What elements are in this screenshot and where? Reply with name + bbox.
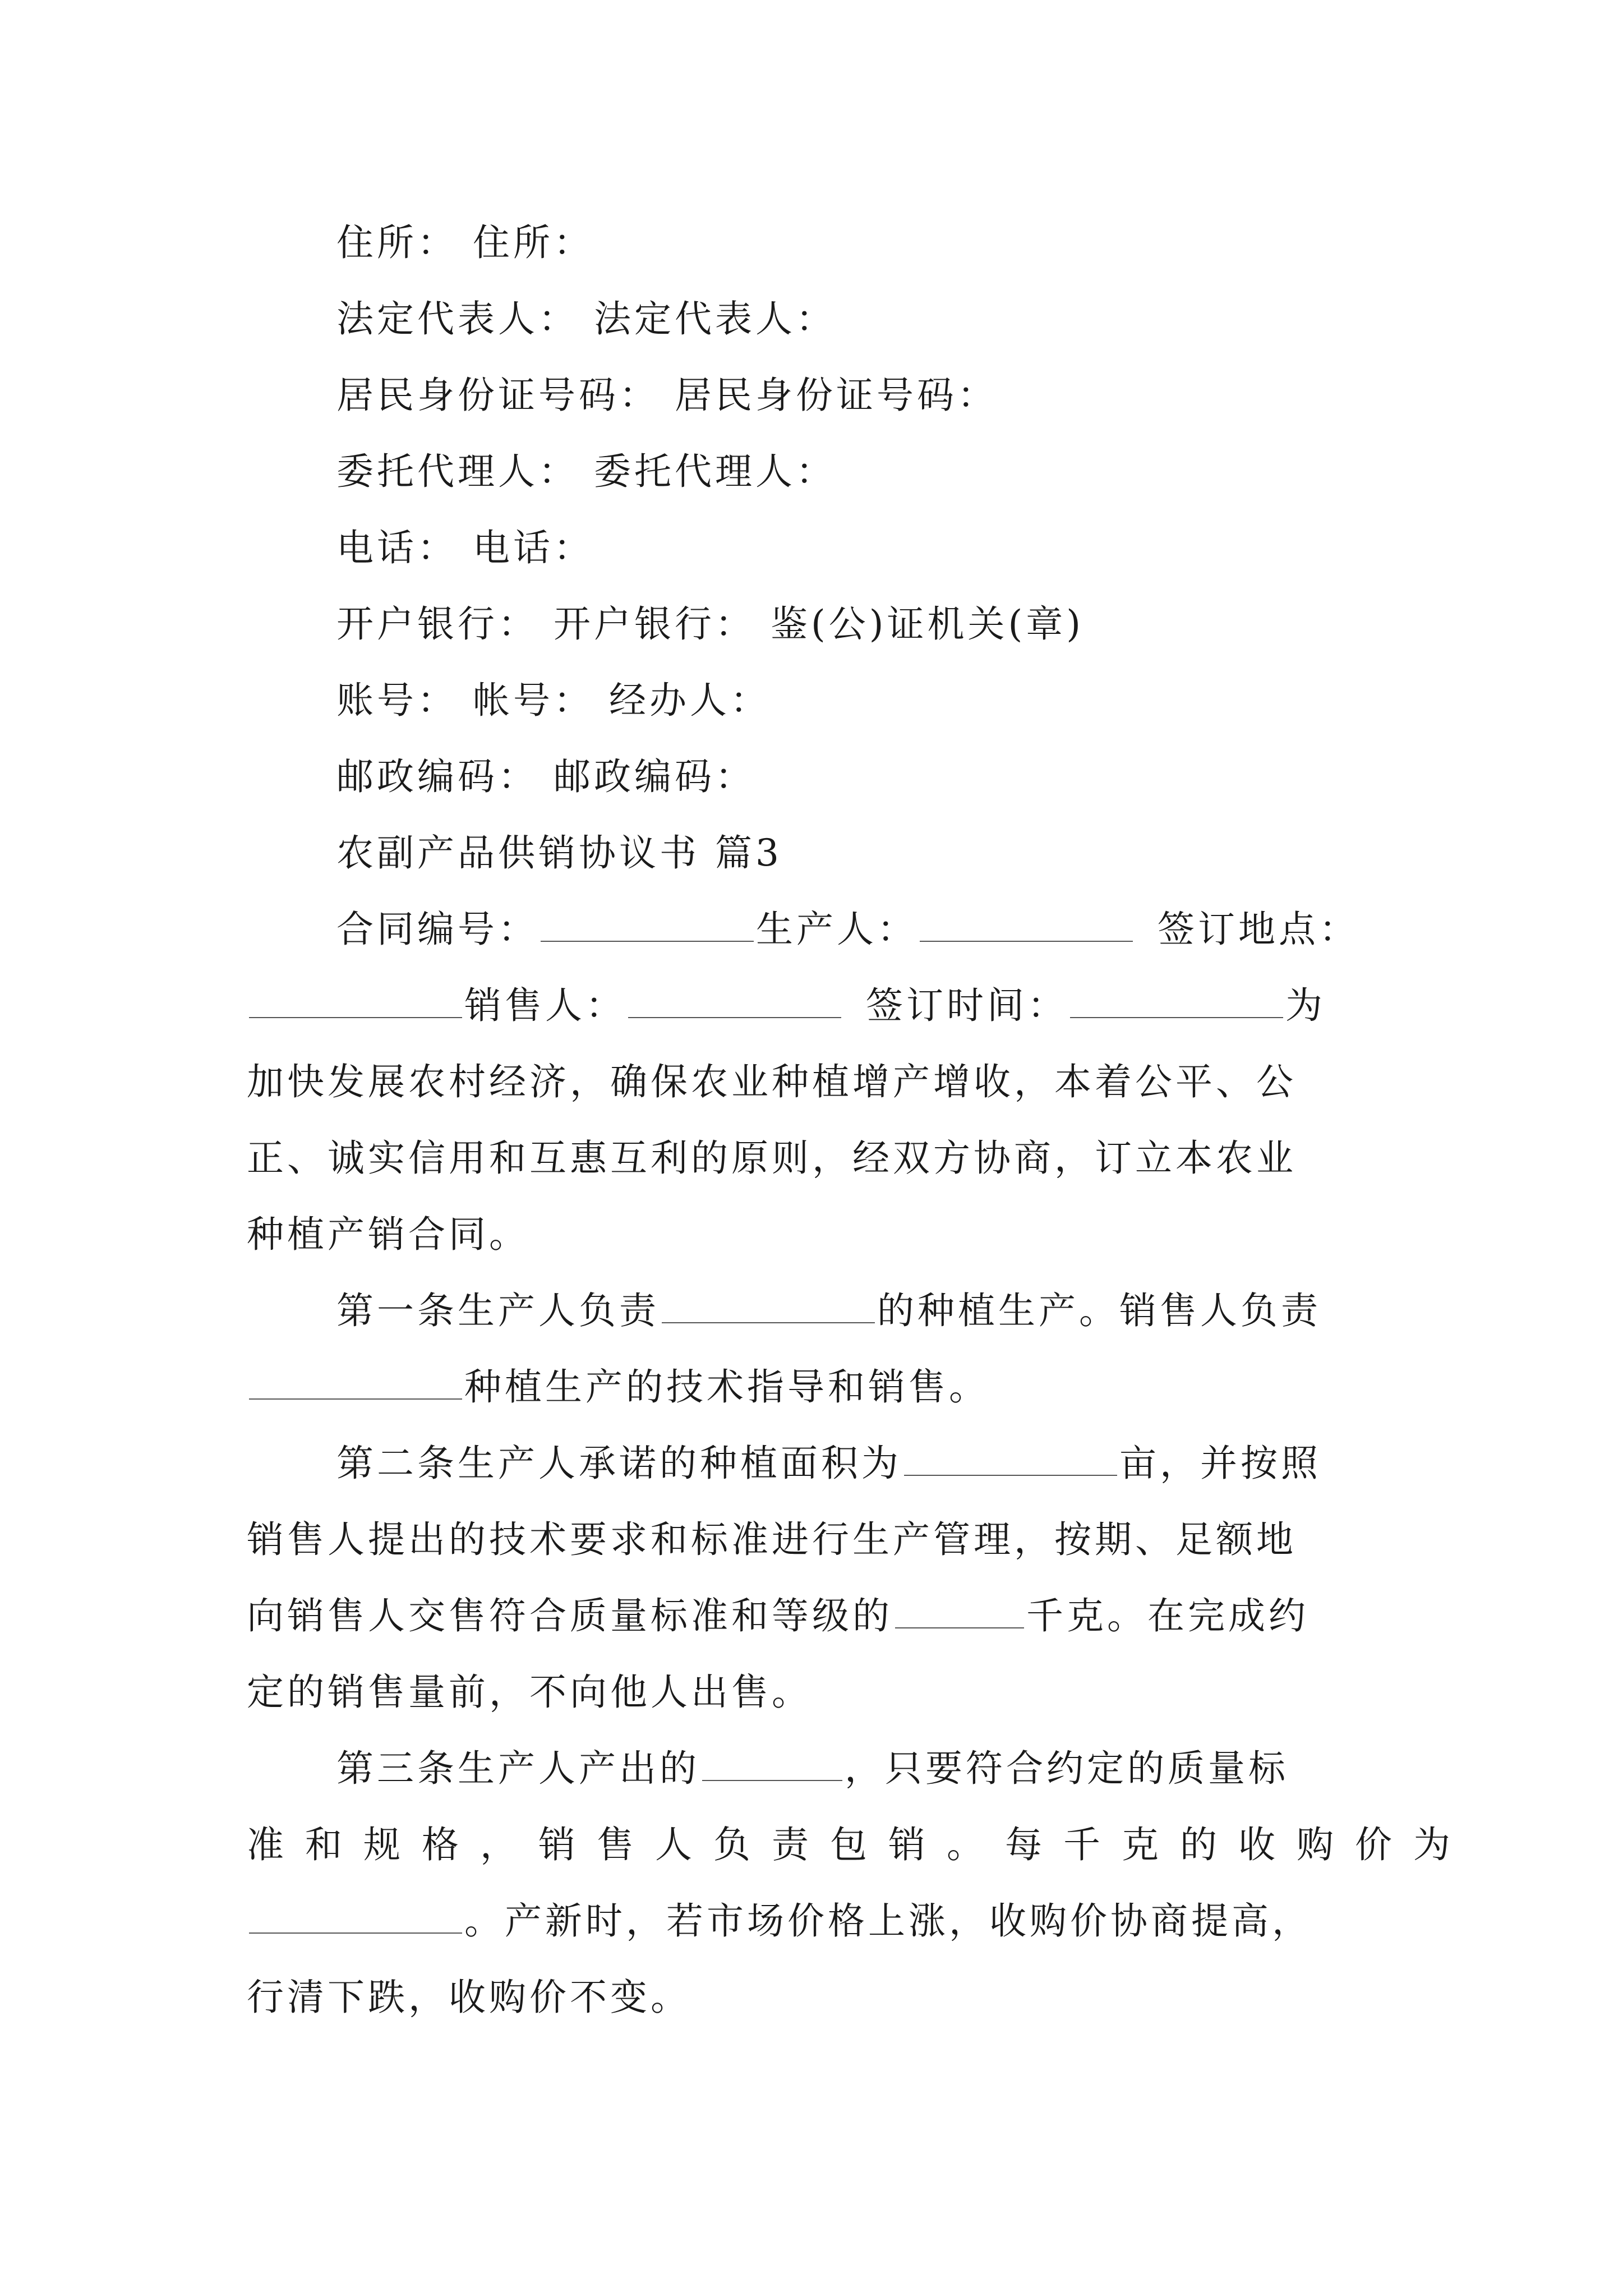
product-blank: [702, 1745, 842, 1781]
crop-blank: [662, 1287, 875, 1323]
article-2-line-3: [247, 1591, 1309, 1641]
article-2-text-3: 向销售人交售符合质量标准和等级的: [247, 1594, 893, 1637]
bank-line: 开户银行： 开户银行： 鉴(公)证机关(章): [336, 602, 1084, 646]
purpose-start: 为: [1285, 984, 1326, 1027]
article-3-line-3: [247, 1896, 1312, 1947]
postcode-line: 邮政编码： 邮政编码：: [336, 755, 755, 798]
producer-blank: [920, 906, 1133, 942]
article-1-text: 第一条生产人负责: [336, 1289, 660, 1332]
signing-place-blank: [249, 982, 462, 1018]
crop-blank-2: [249, 1364, 462, 1400]
signing-place-label: 签订地点：: [1158, 908, 1359, 951]
body-paragraph-line: 种植产销合同。: [247, 1213, 529, 1256]
section-title: 农副产品供销协议书 篇3: [336, 831, 782, 875]
seller-line: [247, 981, 1326, 1031]
body-paragraph-line: 正、诚实信用和互惠互利的原则，经双方协商，订立本农业: [247, 1137, 1297, 1180]
residence-line: 住所： 住所：: [336, 221, 594, 264]
article-2-text-4: 千克。在完成约: [1026, 1594, 1309, 1637]
article-3-text-3: 。产新时，若市场价格上涨，收购价协商提高，: [464, 1899, 1312, 1943]
seller-blank: [628, 982, 841, 1018]
article-3-line-4: 行清下跌，收购价不变。: [247, 1976, 691, 2019]
id-number-line: 居民身份证号码： 居民身份证号码：: [336, 374, 998, 417]
price-blank: [249, 1898, 462, 1934]
article-3-line-2: 准和规格，销售人负责包销。每千克的收购价为: [247, 1823, 1472, 1866]
signing-time-blank: [1070, 982, 1283, 1018]
article-3-line: [336, 1743, 1289, 1794]
quantity-blank: [895, 1593, 1024, 1628]
article-3-text-cont: ，只要符合约定的质量标: [845, 1747, 1289, 1790]
area-blank: [904, 1440, 1117, 1476]
body-paragraph-line: 加快发展农村经济，确保农业种植增产增收，本着公平、公: [247, 1060, 1297, 1103]
article-2-line-4: 定的销售量前，不向他人出售。: [247, 1671, 812, 1714]
contract-number-blank: [541, 906, 754, 942]
legal-representative-line: 法定代表人： 法定代表人：: [336, 297, 836, 341]
phone-line: 电话： 电话：: [336, 526, 594, 569]
seller-label: 销售人：: [464, 984, 626, 1027]
producer-label: 生产人：: [756, 908, 917, 951]
signing-time-label: 签订时间：: [866, 984, 1068, 1027]
article-2-line-2: 销售人提出的技术要求和标准进行生产管理，按期、足额地: [247, 1518, 1297, 1561]
contract-header-line: [336, 904, 1359, 955]
article-1-line-2: [247, 1362, 989, 1412]
article-2-line: [336, 1438, 1321, 1489]
contract-number-label: 合同编号：: [336, 908, 538, 951]
account-line: 账号： 帐号： 经办人：: [336, 679, 771, 722]
article-1-line: [336, 1286, 1321, 1336]
article-2-text-cont: 亩，并按照: [1119, 1442, 1321, 1485]
article-1-text-cont: 的种植生产。销售人负责: [877, 1289, 1321, 1332]
article-1-text-end: 种植生产的技术指导和销售。: [464, 1365, 989, 1409]
article-3-text: 第三条生产人产出的: [336, 1747, 700, 1790]
agent-line: 委托代理人： 委托代理人：: [336, 450, 836, 493]
article-2-text: 第二条生产人承诺的种植面积为: [336, 1442, 902, 1485]
